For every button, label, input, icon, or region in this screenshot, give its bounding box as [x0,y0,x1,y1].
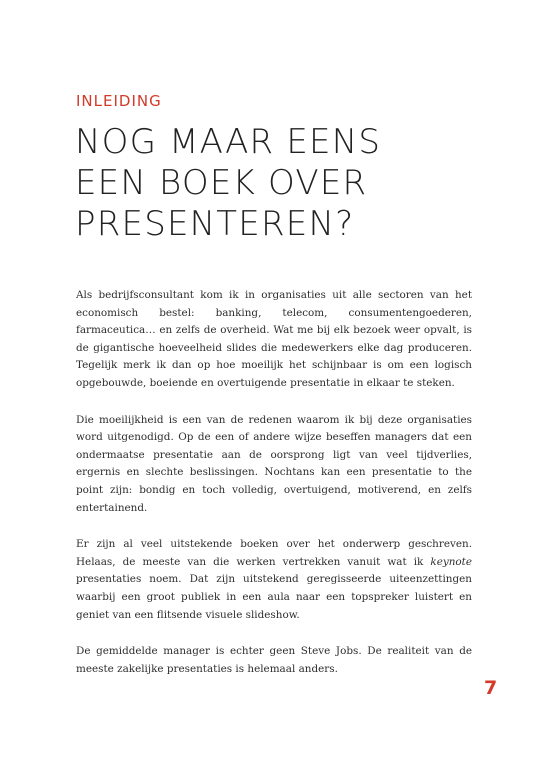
paragraph-2: Die moeilijkheid is een van de redenen waarom ik bij deze organisaties word uitgenodigd. Op de een of andere wijze beseffen managers dat een ondermaatse presentatie aan de oorsprong ligt van veel tijdverlies, ergernis en slechte beslissingen. Nochtans kan een presentatie to the point zijn: bondig en toch volledig, overtuigend, motiverend, en zelfs entertainend. [76,413,472,514]
section-label: INLEIDING [76,92,162,110]
chapter-title [75,122,495,245]
body-text [76,287,472,678]
page-number: 7 [484,677,498,699]
chapter-title-line: EEN BOEK OVER [75,163,368,203]
paragraph-1: Als bedrijfsconsultant kom ik in organisaties uit alle sectoren van het economisch bestel: banking, telecom, consumentengoederen, farmaceutica… en zelfs de overheid. Wat me bij elk bezoek weer opvalt, is de gigantische hoeveelheid slides die medewerkers elke dag produceren. Tegelijk merk ik dan op hoe moeilijk het schijnbaar is om een logisch opgebouwde, boeiende en overtuigende presentatie in elkaar te steken. [76,289,472,389]
chapter-title-line: PRESENTEREN? [75,204,355,244]
paragraph-4: De gemiddelde manager is echter geen Steve Jobs. De realiteit van de meeste zakelijke presentaties is helemaal anders. [76,645,472,675]
chapter-title-line: NOG MAAR EENS [75,122,382,162]
paragraph-3 [76,536,472,624]
keynote-emphasis: keynote [430,555,472,568]
paragraph-3-end: presentaties noem. Dat zijn uitstekend geregisseerde uiteenzettingen waarbij een groot publiek in een aula naar een topspreker luistert en geniet van een flitsende visuele slideshow. [76,573,472,621]
paragraph-3-start: Er zijn al veel uitstekende boeken over het onderwerp geschreven. Helaas, de meeste van die werken vertrekken vanuit wat ik [76,538,472,568]
